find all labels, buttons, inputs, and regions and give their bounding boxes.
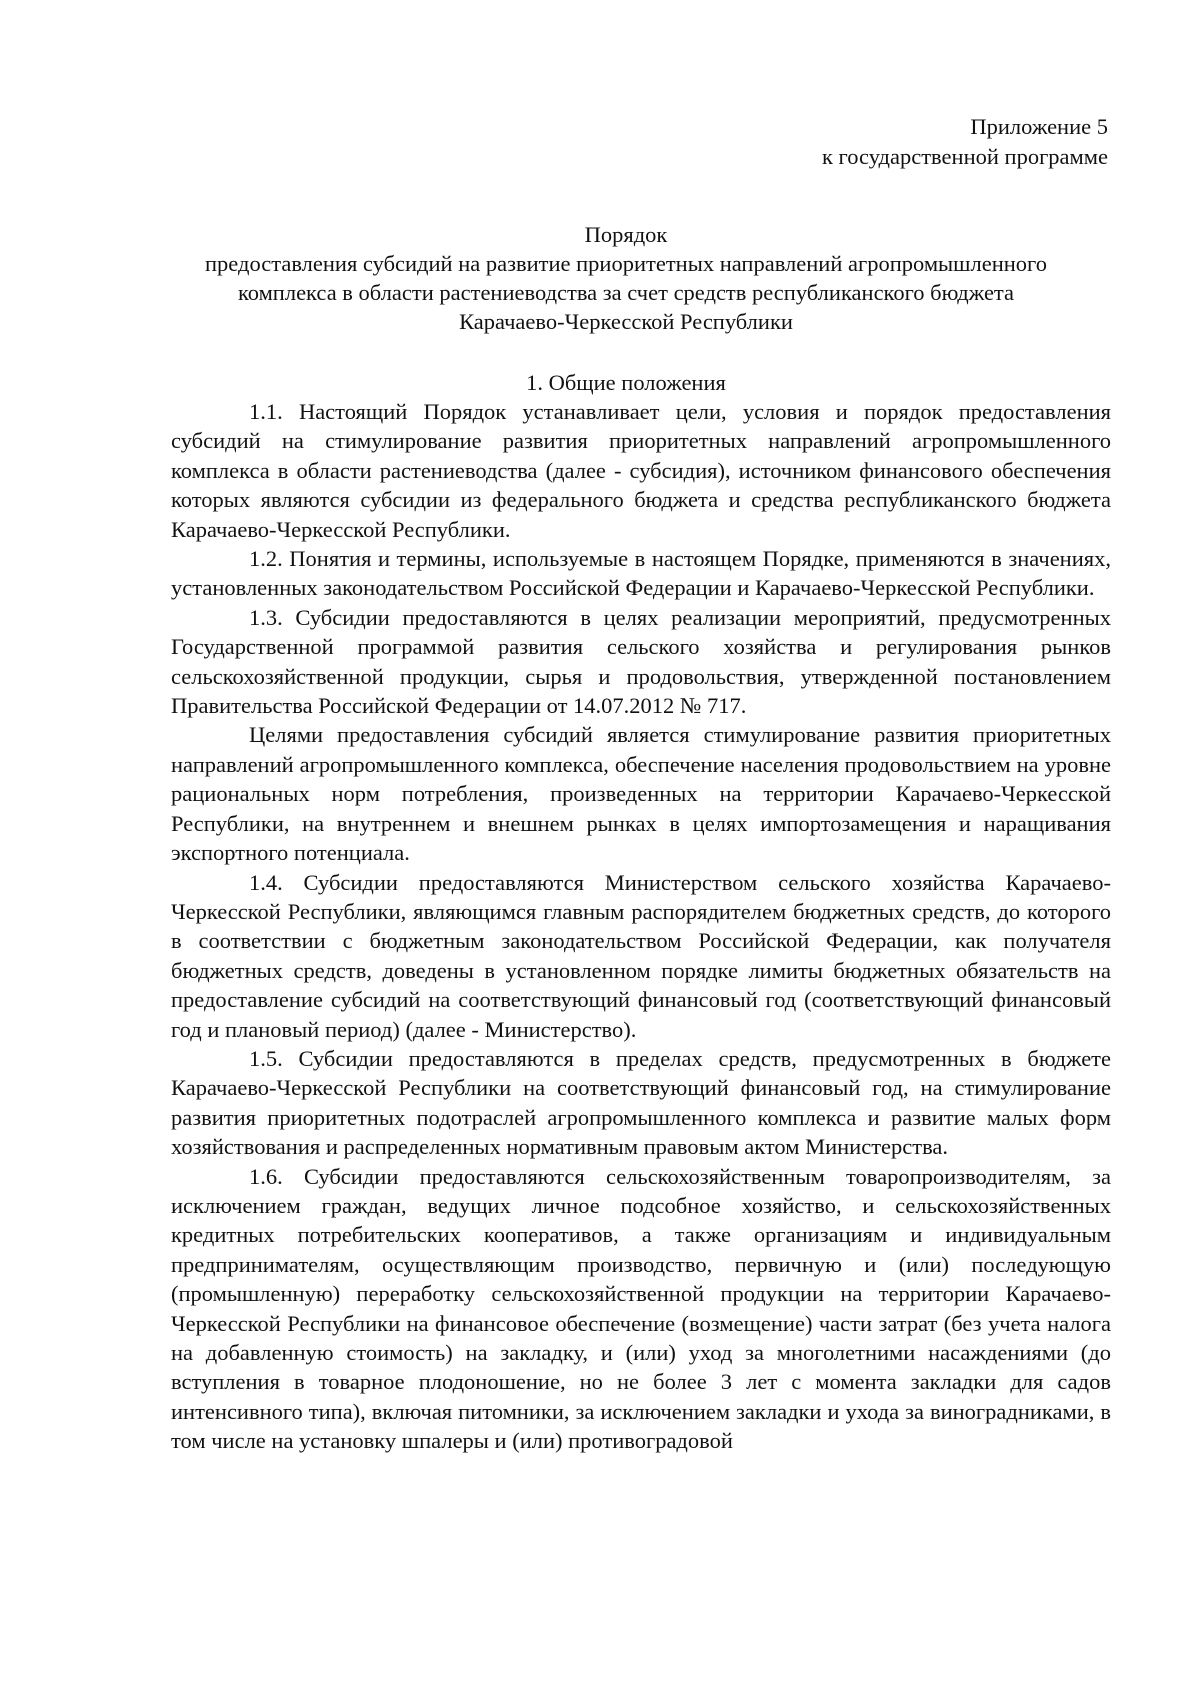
title-line-2: предоставления субсидий на развитие приоритетных направлений агропромышленного bbox=[205, 251, 1047, 276]
section-heading: 1. Общие положения bbox=[526, 370, 726, 395]
paragraph-1-3: 1.3. Субсидии предоставляются в целях реализации мероприятий, предусмотренных Государственной программой развития сельского хозяйства и регулирования рынков сельскохозяйственной продукции, сырья и продовольствия, утвержденной постановлением Правительства Российской Федерации от 14.07.2012 № 717. bbox=[171, 604, 1111, 719]
paragraph-1-5: 1.5. Субсидии предоставляются в пределах средств, предусмотренных в бюджете Карачаево-Черкесской Республики на соответствующий финансовый год, на стимулирование развития приоритетных подотраслей агропромышленного комплекса и развитие малых форм хозяйствования и распределенных нормативным правовым актом Министерства. bbox=[171, 1045, 1111, 1160]
paragraph-1-1: 1.1. Настоящий Порядок устанавливает цели, условия и порядок предоставления субсидий на стимулирование развития приоритетных направлений агропромышленного комплекса в области растениеводства (далее - субсидия), источником финансового обеспечения которых являются субсидии из федерального бюджета и средства республиканского бюджета Карачаево-Черкесской Республики. bbox=[171, 399, 1111, 542]
appendix-program: к государственной программе bbox=[821, 144, 1108, 169]
paragraph-goals: Целями предоставления субсидий является стимулирование развития приоритетных направлений агропромышленного комплекса, обеспечение населения продовольствием на уровне рациональных норм потребления, произведенных на территории Карачаево-Черкесской Республики, на внутреннем и внешнем рынках в целях импортозамещения и наращивания экспортного потенциала. bbox=[171, 722, 1111, 866]
title-line-4: Карачаево-Черкесской Республики bbox=[459, 309, 793, 334]
appendix-number: Приложение 5 bbox=[970, 114, 1108, 139]
appendix-reference bbox=[822, 112, 1108, 172]
document-title bbox=[150, 220, 1102, 336]
title-line-1: Порядок bbox=[584, 222, 668, 247]
paragraph-1-6: 1.6. Субсидии предоставляются сельскохозяйственным товаропроизводителям, за исключением граждан, ведущих личное подсобное хозяйство, и сельскохозяйственных кредитных потребительских кооперативов, а также организациям и индивидуальным предпринимателям, осуществляющим производство, первичную и (или) последующую (промышленную) переработку сельскохозяйственной продукции на территории Карачаево-Черкесской Республики на финансовое обеспечение (возмещение) части затрат (без учета налога на добавленную стоимость) на закладку, и (или) уход за многолетними насаждениями (до вступления в товарное плодоношение, но не более 3 лет с момента закладки для садов интенсивного типа), включая питомники, за исключением закладки и ухода за виноградниками, в том числе на установку шпалеры и (или) противоградовой bbox=[171, 1163, 1111, 1454]
body-text bbox=[171, 397, 1111, 1456]
paragraph-1-4: 1.4. Субсидии предоставляются Министерством сельского хозяйства Карачаево-Черкесской Республики, являющимся главным распорядителем бюджетных средств, до которого в соответствии с бюджетным законодательством Российской Федерации, как получателя бюджетных средств, доведены в установленном порядке лимиты бюджетных обязательств на предоставление субсидий на соответствующий финансовый год (соответствующий финансовый год и плановый период) (далее - Министерство). bbox=[171, 869, 1111, 1042]
title-line-3: комплекса в области растениеводства за счет средств республиканского бюджета bbox=[237, 280, 1015, 305]
paragraph-1-2: 1.2. Понятия и термины, используемые в настоящем Порядке, применяются в значениях, установленных законодательством Российской Федерации и Карачаево-Черкесской Республики. bbox=[171, 546, 1111, 601]
